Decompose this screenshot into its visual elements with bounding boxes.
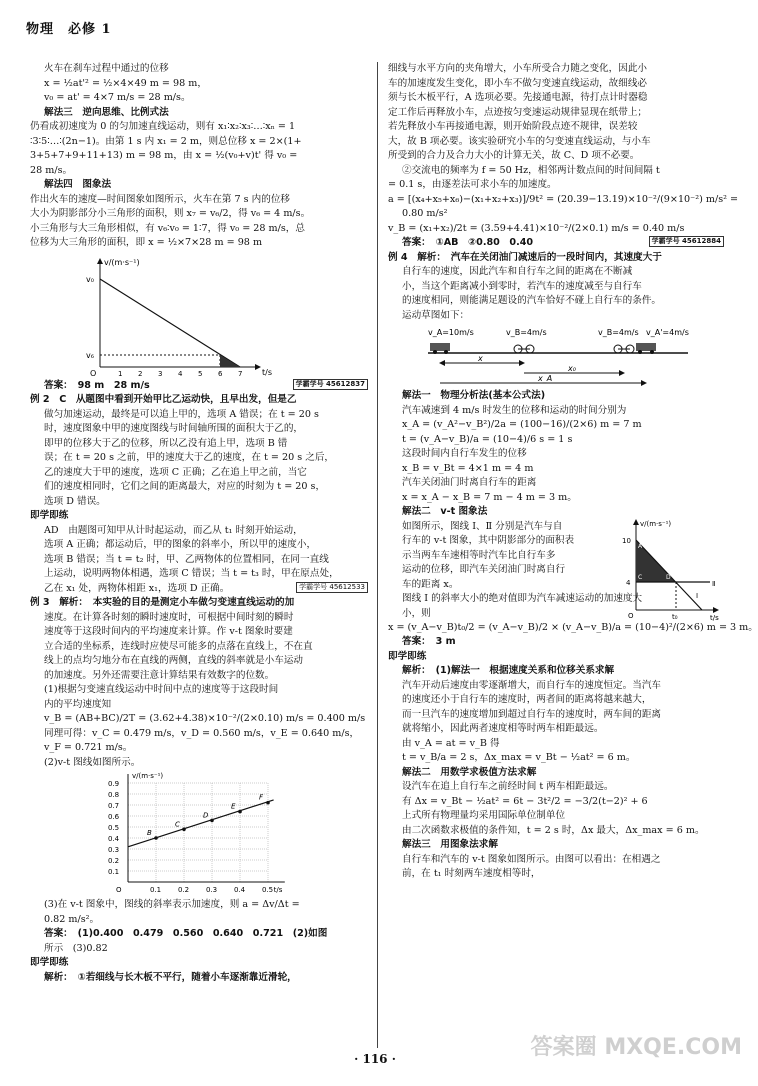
- fig2-ytick: 0.8: [108, 791, 120, 799]
- left2-line: AD 由题图可知甲从计时起运动，而乙从 t₁ 时刻开始运动，: [44, 524, 303, 536]
- right4-line: 就将缩小，因此两者速度相等时两车相距最远。: [402, 723, 604, 734]
- right4-line: 由二次函数求极值的条件知，t = 2 s 时，Δx 最大，Δx_max = 6 m。: [402, 824, 705, 836]
- right-fig-text-wrap: [388, 520, 724, 621]
- right4-line: 自行车和汽车的 v-t 图象如图所示。由图可以看出：在相遇之: [402, 853, 661, 865]
- fig1-tick-label: 7: [238, 369, 243, 378]
- left-line: 解法四 图象法: [44, 179, 112, 190]
- fig2-fit-line: [128, 800, 274, 847]
- fig2-xtick: 0.2: [178, 886, 190, 894]
- student-code-badge: 学霸学号 45612533: [296, 582, 368, 593]
- right2-line: 这段时间内自行车发生的位移: [402, 448, 527, 459]
- right4-line: 即学即练: [388, 650, 427, 662]
- left2-line: 例 2 C 从题图中看到开始甲比乙运动快，且早出发，但是乙: [30, 394, 297, 405]
- left-column: [30, 62, 368, 985]
- left-block-2: [30, 379, 368, 771]
- vb-label: v_B=4m/s: [506, 328, 547, 337]
- left2-line: 乙在 x₁ 处，两物体相距 x₁，选项 D 正确。 学霸学号 45612533: [30, 582, 368, 597]
- right4-line: 答案： 3 m: [402, 636, 456, 647]
- fig2-point-label: F: [259, 793, 264, 802]
- left-line: x = ½at'² = ½×4×49 m = 98 m，: [44, 77, 207, 89]
- left-block-1: [30, 62, 368, 251]
- right-line: 的速度相同，则能满足题设的汽车恰好不碰上自行车的条件。: [402, 295, 662, 306]
- right-line: 细线与水平方向的夹角增大，小车所受合力随之变化，因此小: [388, 63, 648, 74]
- fig2-ytick: 0.7: [108, 802, 120, 810]
- fig4-l2: Ⅱ: [712, 579, 716, 588]
- fig2-ylabel: v/(m·s⁻¹): [132, 772, 164, 780]
- left2-line: 线上的点均匀地分布在直线的两侧，直线的斜率就是小车运动: [44, 655, 304, 666]
- left2-line: 速度。在计算各时刻的瞬时速度时，可根据中间时刻的瞬时: [44, 611, 294, 623]
- right-line: 若先释放小车再接通电源，则开始阶段点迹不规律，误差较: [388, 121, 638, 132]
- left-line: 大小为阴影部分小三角形的面积，则 x₇ = v₆/2，得 v₆ = 4 m/s。: [30, 208, 311, 219]
- right-block-1: [388, 62, 739, 323]
- car-a-start: [430, 343, 450, 351]
- right2-line: 汽车减速到 4 m/s 时发生的位移和运动的时间分别为: [402, 404, 627, 416]
- right4-line: 而一旦汽车的速度增加到超过自行车的速度时，两车间的距离: [402, 708, 662, 720]
- left3-line: 0.82 m/s²。: [44, 913, 100, 925]
- train-vt-graph: [60, 251, 280, 379]
- left2-line: 即学即练: [30, 510, 69, 521]
- fig2-point: [210, 819, 214, 823]
- right4-line: x = (v_A−v_B)t₀/2 = (v_A−v_B)/2 × (v_A−v_B)/a = (10−4)²/(2×6) m = 3 m。: [388, 621, 758, 633]
- fig2-point: [182, 828, 186, 832]
- fig2-point-label: E: [231, 802, 236, 811]
- right-block-2: [388, 389, 724, 520]
- left3-line: 所示 (3)0.82: [44, 942, 108, 954]
- left-block-3: [30, 898, 368, 985]
- fig2-point-label: C: [175, 820, 180, 829]
- fig2-xtick: 0.1: [150, 886, 162, 894]
- right-line: 须与长木板平行，A 选项必要。先接通电源，待打点计时器稳: [388, 92, 648, 103]
- fig4-o: O: [628, 611, 634, 620]
- fig2-xtick: 0.5: [262, 886, 274, 894]
- left2-line: 时，速度图象中甲的速度图线与时间轴所围的面积大于乙的，: [44, 423, 304, 434]
- fig1-ticks: [118, 370, 242, 378]
- fig2-xtick: 0.3: [206, 886, 218, 894]
- right-line: 小，当这个距离减小到零时，若汽车的速度减至与自行车: [402, 280, 642, 292]
- fig4-ylabel: v/(m·s⁻¹): [640, 519, 672, 528]
- right-line: 0.80 m/s²: [402, 208, 448, 219]
- left2-line: 选项 A 正确；都运动后，甲的图象的斜率小，所以甲的速度小，: [44, 539, 317, 550]
- left3-line: 即学即练: [30, 957, 69, 968]
- right4-line: 解法二 用数学求极值方法求解: [402, 766, 537, 778]
- fig2-xlabel: t/s: [273, 886, 283, 894]
- fig1-v0: v₀: [86, 274, 94, 284]
- figure-car-bike-vt: [614, 514, 724, 630]
- left2-line: 例 3 解析： 本实验的目的是测定小车做匀变速直线运动的加: [30, 597, 295, 608]
- right4-line: 前，在 t₁ 时刻两车速度相等时，: [402, 868, 541, 879]
- right4-line: 汽车开动后速度由零逐渐增大，而自行车的速度恒定。当汽车: [402, 679, 662, 691]
- right-line: 例 4 解析： 汽车在关闭油门减速后的一段时间内，其速度大于: [388, 251, 662, 263]
- right-line: 所受到的合力及合力大小的计算无关，故 C、D 项不必要。: [388, 150, 640, 161]
- right3-line: 如图所示，图线 Ⅰ、Ⅱ 分别是汽车与自: [402, 520, 563, 532]
- va-label: v_A=10m/s: [428, 328, 474, 337]
- right3-line: 示当两车车速相等时汽车比自行车多: [402, 549, 556, 561]
- fig4-a: A: [638, 542, 643, 550]
- left-line: 28 m/s。: [30, 164, 73, 176]
- page-number: · 116 ·: [354, 1052, 396, 1066]
- right2-line: 解法二 v-t 图象法: [402, 506, 488, 517]
- right-line: 自行车的速度，因此汽车和自行车之间的距离在不断减: [402, 266, 633, 277]
- left2-line: 做匀加速运动，最终是可以追上甲的，选项 A 错误；在 t = 20 s: [44, 408, 319, 420]
- fig1-ylabel: v/(m·s⁻¹): [104, 257, 140, 267]
- xa-label: x_A: [538, 374, 553, 383]
- fig4-y4: 4: [626, 578, 631, 587]
- fig2-point: [154, 836, 158, 840]
- student-code-badge: 学霸学号 45612884: [649, 236, 724, 247]
- right4-line: 设汽车在追上自行车之前经时间 t 两车相距最远。: [402, 781, 614, 792]
- fig1-tick-label: 6: [218, 369, 223, 378]
- right2-line: 解法一 物理分析法(基本公式法): [402, 390, 546, 401]
- left-line: 3+5+7+9+11+13) m = 98 m，由 x = ½(v₀+v)t' 得 v₀ =: [30, 150, 298, 161]
- left2-line: (1)根据匀变速直线运动中时间中点的速度等于这段时间: [44, 684, 279, 695]
- car-a-end: [636, 343, 656, 351]
- right2-line: x_A = (v_A²−v_B²)/2a = (100−16)/(2×6) m = 7 m: [402, 419, 642, 430]
- right2-line: x = x_A − x_B = 7 m − 4 m = 3 m。: [402, 491, 577, 503]
- fig2-point-label: B: [147, 829, 152, 837]
- left2-line: v_F = 0.721 m/s。: [44, 742, 133, 753]
- vb-label-2: v_B=4m/s: [598, 328, 639, 337]
- left2-line: 误；在 t = 20 s 之前，甲的速度大于乙的速度，在 t = 20 s 之后，: [44, 452, 335, 463]
- left2-line: 上运动，说明两物体相遇，选项 C 错误；当 t = t₃ 时，甲在原点处，: [44, 568, 339, 579]
- left-line: ∶3∶5∶…∶(2n−1)。由第 1 s 内 x₁ = 2 m，则总位移 x = 2×(1+: [30, 135, 302, 147]
- fig1-tick-label: 2: [138, 369, 143, 378]
- fig1-tick-label: 1: [118, 369, 123, 378]
- fig4-xlabel: t/s: [710, 613, 719, 622]
- column-divider: [377, 62, 378, 1048]
- left2-line: 的加速度。另外还需要注意计算结果有效数字的位数。: [44, 669, 275, 681]
- fig4-c: C: [638, 573, 643, 581]
- student-code-badge: 学霸学号 45612837: [293, 379, 368, 390]
- left2-line: 立合适的坐标系，连线时应使尽可能多的点落在直线上，不在直: [44, 640, 313, 652]
- right-line: = 0.1 s，由逐差法可求小车的加速度。: [388, 179, 557, 190]
- left2-line: 选项 B 错误；当 t = t₂ 时，甲、乙两物体的位置相同，在同一直线: [44, 553, 329, 565]
- fig2-ytick: 0.5: [108, 824, 120, 832]
- figure-train-vt: [60, 251, 368, 379]
- right-line: 定工作后再释放小车，点迹按匀变速运动规律显现在纸带上；: [388, 106, 648, 118]
- fig2-origin: O: [116, 886, 122, 894]
- left2-line: 速度等于这段时间内的平均速度来计算。作 v-t 图象时要建: [44, 626, 293, 637]
- right4-line: 由 v_A = at = v_B 得: [402, 737, 500, 749]
- right-line: 车的加速度发生变化，即小车不做匀变速直线运动，故细线必: [388, 77, 648, 89]
- left2-line: 们的速度相同时，它们之间的距离最大，对应的时刻为 t = 20 s，: [44, 481, 326, 492]
- right2-line: t = (v_A−v_B)/a = (10−4)/6 s = 1 s: [402, 433, 573, 445]
- right4-line: 解析： (1)解法一 根据速度关系和位移关系求解: [402, 665, 615, 676]
- right-line: ②交流电的频率为 f = 50 Hz，相邻两计数点间的时间间隔 t: [402, 164, 660, 176]
- page-header: 物理 必修 1: [26, 22, 112, 37]
- fig2-point-label: D: [203, 811, 209, 820]
- left2-line: 乙的速度大于甲的速度，选项 C 正确；乙在追上甲之前，当它: [44, 466, 307, 478]
- car-bike-vt-graph: [614, 514, 724, 624]
- left2-line: 内的平均速度知: [44, 698, 112, 710]
- fig2-xtick: 0.4: [234, 886, 246, 894]
- fig2-point: [266, 801, 270, 805]
- right-line: 大，故 B 项必要。该实验研究小车的匀变速直线运动，与小车: [388, 135, 651, 147]
- right3-line: 行车的 v-t 图象，其中阴影部分的面积表: [402, 535, 575, 546]
- left-line: 解法三 逆向思维、比例式法: [44, 106, 169, 118]
- fig2-ytick: 0.9: [108, 780, 120, 788]
- fig1-origin: O: [90, 368, 97, 378]
- left3-line: 答案： (1)0.400 0.479 0.560 0.640 0.721 (2)如图: [44, 928, 328, 939]
- right3-line: 运动的位移，即汽车关闭油门时离自行: [402, 564, 566, 575]
- fig1-tick-label: 5: [198, 369, 203, 378]
- fig2-ytick: 0.1: [108, 868, 120, 876]
- fig1-tick-label: 4: [178, 369, 183, 378]
- experiment-vt-graph: [100, 770, 300, 898]
- left2-line: 同理可得：v_C = 0.479 m/s，v_D = 0.560 m/s，v_E = 0.640 m/s，: [44, 727, 360, 739]
- fig2-ytick: 0.2: [108, 857, 120, 865]
- right-line: v_B = (x₁+x₂)/2t = (3.59+4.41)×10⁻²/(2×0.1) m/s = 0.40 m/s: [388, 222, 685, 234]
- fig2-point: [238, 810, 242, 814]
- fig2-ytick: 0.6: [108, 813, 120, 821]
- fig4-y10: 10: [622, 536, 631, 545]
- left2-line: 选项 D 错误。: [44, 495, 106, 507]
- left2-line: v_B = (AB+BC)/2T = (3.62+4.38)×10⁻²/(2×0.10) m/s = 0.400 m/s: [44, 713, 366, 724]
- right4-line: 有 Δx = v_Bt − ½at² = 6t − 3t²/2 = −3/2(t−2)² + 6: [402, 795, 648, 807]
- right3-line: 车的距离 x。: [402, 578, 459, 590]
- figure-motion-sketch: [388, 323, 724, 389]
- right4-line: t = v_B/a = 2 s，Δx_max = v_Bt − ½at² = 6 m。: [402, 752, 636, 763]
- right4-line: 解法三 用图象法求解: [402, 839, 498, 850]
- right-line: 运动草图如下：: [402, 309, 470, 321]
- left-line: 作出火车的速度—时间图象如图所示，火车在第 7 s 内的位移: [30, 193, 291, 205]
- right2-line: 汽车关闭油门时离自行车的距离: [402, 477, 537, 488]
- right4-line: 上式所有物理量均采用国际单位制单位: [402, 810, 566, 821]
- left-line: v₀ = at' = 4×7 m/s = 28 m/s。: [44, 92, 191, 103]
- right-line: a = [(x₄+x₅+x₆)−(x₁+x₂+x₃)]/9t² = (20.39−13.19)×10⁻²/(9×10⁻²) m/s² =: [388, 193, 739, 205]
- right-line: 答案： ①AB ②0.80 0.40 学霸学号 45612884: [388, 236, 724, 251]
- right4-line: 的速度还小于自行车的速度时，两者间的距离将越来越大，: [402, 694, 652, 705]
- right3-line: 图线 Ⅰ 的斜率大小的绝对值即为汽车减速运动的加速度大: [402, 593, 643, 604]
- left-line: 位移为大三角形的面积，即 x = ½×7×28 m = 98 m: [30, 237, 263, 248]
- watermark: 答案圈 MXQE.COM: [530, 1035, 742, 1060]
- fig1-v6: v₆: [86, 350, 94, 360]
- figure-vt-experiment: [100, 770, 368, 898]
- left-line: 小三角形与大三角形相似，有 v₆∶v₀ = 1∶7，得 v₀ = 28 m/s，总: [30, 222, 305, 234]
- left3-line: 解析： ①若细线与长木板不平行，随着小车逐渐靠近滑轮，: [44, 971, 297, 983]
- left2-line: (2)v-t 图线如图所示。: [44, 756, 141, 768]
- va2-label: v_A'=4m/s: [646, 328, 689, 337]
- right2-line: x_B = v_Bt = 4×1 m = 4 m: [402, 462, 534, 474]
- left3-line: (3)在 v-t 图象中，图线的斜率表示加速度，则 a = Δv/Δt =: [44, 899, 300, 910]
- fig1-tick-label: 3: [158, 369, 163, 378]
- fig4-l1: Ⅰ: [696, 591, 699, 600]
- fig4-t0: t₀: [672, 612, 678, 621]
- right-column: [388, 62, 758, 882]
- motion-sketch: [388, 323, 718, 389]
- fig2-ytick: 0.4: [108, 835, 120, 843]
- fig1-xlabel: t/s: [262, 367, 272, 377]
- x0-label: x₀: [568, 364, 576, 373]
- left2-line: 即甲的位移大于乙的位移，所以乙没有追上甲，选项 B 错: [44, 437, 288, 449]
- right-block-4: [388, 621, 758, 882]
- left2-line: 答案： 98 m 28 m/s 学霸学号 45612837: [30, 379, 368, 394]
- left-line: 火车在刹车过程中通过的位移: [44, 63, 169, 74]
- velocity-line: [100, 279, 240, 367]
- left-line: 仍看成初速度为 0 的匀加速直线运动，则有 x₁∶x₂∶x₃∶…∶xₙ = 1: [30, 121, 296, 132]
- fig4-d: D: [666, 573, 671, 581]
- x-label: x: [478, 354, 483, 363]
- right3-line: 小，则: [402, 607, 431, 619]
- fig2-ytick: 0.3: [108, 846, 120, 854]
